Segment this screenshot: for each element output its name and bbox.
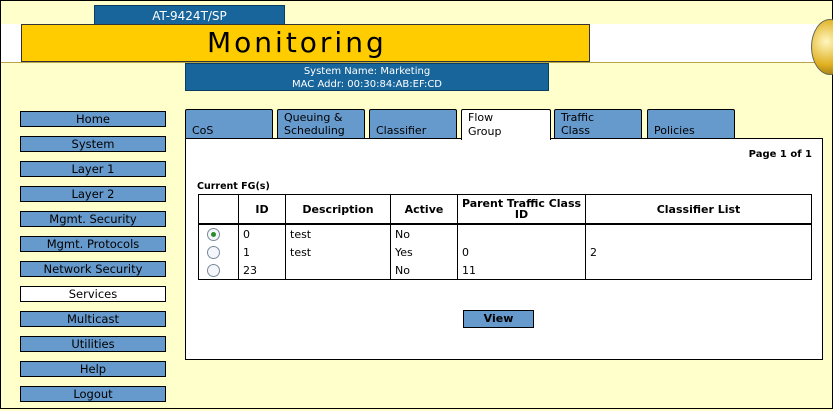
- column-header-description: Description: [286, 195, 391, 225]
- cell-active: No: [391, 261, 458, 280]
- cell-parent-class: 11: [458, 261, 586, 280]
- table-header-row: [199, 195, 812, 225]
- nav-item-services[interactable]: Services: [20, 286, 166, 302]
- nav-item-layer-1[interactable]: Layer 1: [20, 161, 166, 177]
- device-model-label: AT-9424T/SP: [94, 5, 285, 25]
- tab-label: Class: [561, 124, 590, 137]
- nav-item-layer-2[interactable]: Layer 2: [20, 186, 166, 202]
- row-radio-button[interactable]: [207, 246, 220, 259]
- nav-item-utilities[interactable]: Utilities: [20, 336, 166, 352]
- nav-item-multicast[interactable]: Multicast: [20, 311, 166, 327]
- tab-policies[interactable]: [647, 109, 735, 139]
- page-title: Monitoring: [21, 24, 590, 62]
- cell-classifier-list: [586, 224, 812, 243]
- column-header-parent-traffic-class-id: Parent Traffic Class ID: [458, 195, 586, 225]
- column-header-active: Active: [391, 195, 458, 225]
- cell-description: test: [286, 224, 391, 243]
- cell-description: test: [286, 243, 391, 261]
- tab-line1: Flow: [468, 111, 494, 124]
- tab-label: Classifier: [376, 124, 427, 137]
- cell-id: 1: [239, 243, 286, 261]
- tab-traffic-class[interactable]: [554, 109, 642, 139]
- nav-item-help[interactable]: Help: [20, 361, 166, 377]
- tab-line1: Traffic: [561, 111, 595, 124]
- tab-flow-group[interactable]: [461, 109, 551, 140]
- system-info-box: [185, 63, 549, 91]
- page-indicator: Page 1 of 1: [748, 149, 812, 160]
- mac-address: MAC Addr: 00:30:84:AB:EF:CD: [292, 79, 442, 90]
- tab-label: Policies: [654, 124, 695, 137]
- nav-item-home[interactable]: Home: [20, 111, 166, 127]
- cell-parent-class: [458, 224, 586, 243]
- table-row: [199, 224, 812, 243]
- tab-classifier[interactable]: [369, 109, 457, 139]
- column-header-id: ID: [239, 195, 286, 225]
- cell-classifier-list: [586, 261, 812, 280]
- nav-item-logout[interactable]: Logout: [20, 386, 166, 402]
- tab-label: CoS: [192, 124, 214, 137]
- flow-group-table: [198, 194, 812, 280]
- cell-id: 0: [239, 224, 286, 243]
- table-row: [199, 261, 812, 280]
- tab-line1: Queuing &: [284, 111, 343, 124]
- nav-item-network-security[interactable]: Network Security: [20, 261, 166, 277]
- cell-classifier-list: 2: [586, 243, 812, 261]
- nav-item-system[interactable]: System: [20, 136, 166, 152]
- column-header-classifier-list: Classifier List: [586, 195, 812, 225]
- nav-item-mgmt-protocols[interactable]: Mgmt. Protocols: [20, 236, 166, 252]
- cell-id: 23: [239, 261, 286, 280]
- tab-label: Scheduling: [284, 124, 345, 137]
- row-radio-button[interactable]: [207, 264, 220, 277]
- cell-description: [286, 261, 391, 280]
- sidebar-nav: [20, 111, 166, 411]
- tab-cos[interactable]: [185, 109, 273, 139]
- nav-item-mgmt-security[interactable]: Mgmt. Security: [20, 211, 166, 227]
- column-header-select: [199, 195, 239, 225]
- table-row: [199, 243, 812, 261]
- cell-active: Yes: [391, 243, 458, 261]
- flow-group-panel: [185, 138, 823, 360]
- system-name: System Name: Marketing: [303, 66, 431, 77]
- cell-parent-class: 0: [458, 243, 586, 261]
- tab-label: Group: [468, 125, 502, 138]
- row-radio-button[interactable]: [207, 228, 220, 241]
- cell-active: No: [391, 224, 458, 243]
- section-label: Current FG(s): [197, 181, 270, 192]
- view-button[interactable]: View: [463, 310, 534, 328]
- tab-queuing-scheduling[interactable]: [277, 109, 365, 139]
